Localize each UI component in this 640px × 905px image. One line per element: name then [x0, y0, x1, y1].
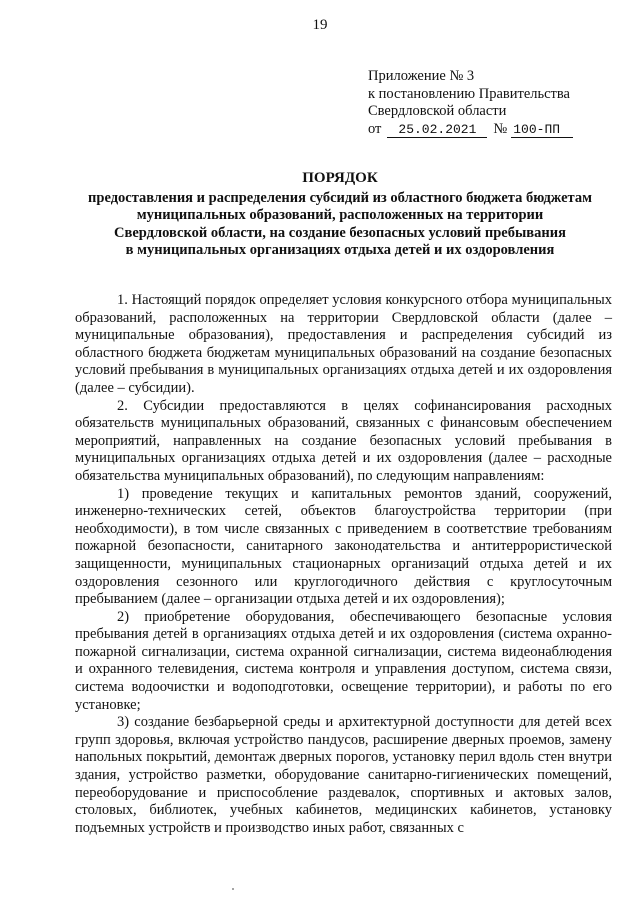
- subtitle-line: Свердловской области, на создание безопасных условий пребывания: [114, 224, 566, 241]
- subtitle-line: предоставления и распределения субсидий из областного бюджета бюджетам: [88, 189, 592, 206]
- appendix-block: [368, 68, 573, 138]
- subtitle-line: в муниципальных организациях отдыха детей и их оздоровления: [125, 242, 555, 259]
- appendix-line-2: к постановлению Правительства: [368, 85, 570, 102]
- appendix-date-line: [368, 121, 573, 139]
- paragraph-2-item-2: 2) приобретение оборудования, обеспечивающего безопасные условия пребывания детей в организациях отдыха детей и их оздоровления (система охранно-пожарной сигнализации, система охранной сигнализации, система видеонаблюдения и охранного телевидения, система контроля и управления доступом, система связи, система водоочистки и водоподготовки, освещение территории), и работы по его установке;: [75, 608, 612, 713]
- title-heading: ПОРЯДОК: [302, 170, 378, 186]
- number-label: №: [493, 120, 508, 137]
- subtitle-line: муниципальных образований, расположенных на территории: [136, 207, 544, 224]
- page-number: 19: [312, 17, 328, 33]
- document-title: [68, 170, 612, 260]
- paragraph-2-item-1: 1) проведение текущих и капитальных ремонтов зданий, сооружений, инженерно-технических сетей, объектов благоустройства территории (при необходимости), в том числе связанных с приведением в соответствие требованиям пожарной безопасности, санитарного законодательства и антитеррористической защищенности, муниципальных стационарных организаций отдыха детей и их оздоровления сезонного или круглогодичного действия с круглосуточным пребыванием (далее – организации отдыха детей и их оздоровления);: [75, 485, 612, 608]
- paragraph-1: 1. Настоящий порядок определяет условия конкурсного отбора муниципальных образований, расположенных на территории Свердловской области (далее – муниципальные образования), предоставления и распределения субсидий из областного бюджета бюджетам муниципальных образований на создание безопасных условий пребывания в муниципальных организациях отдыха детей и их оздоровления (далее – субсидии).: [75, 292, 612, 396]
- resolution-date: 25.02.2021: [387, 123, 487, 138]
- scan-dot: [232, 888, 234, 890]
- from-label: от: [368, 120, 382, 137]
- document-body: [75, 292, 612, 837]
- paragraph-2-item-3: 3) создание безбарьерной среды и архитектурной доступности для детей всех групп здоровья, включая устройство пандусов, расширение дверных проемов, замену напольных покрытий, демонтаж дверных порогов, установку перил вдоль стен внутри здания, устройство разметки, оборудование санитарно-гигиенических помещений, переоборудование и приспособление раздевалок, спортивных и актовых залов, столовых, библиотек, учебных кабинетов, медицинских кабинетов, установку подъемных устройств и производство иных работ, связанных с: [75, 714, 612, 836]
- resolution-number: 100-ПП: [511, 123, 573, 138]
- appendix-line-1: Приложение № 3: [368, 68, 475, 84]
- appendix-line-3: Свердловской области: [368, 103, 507, 119]
- paragraph-2: 2. Субсидии предоставляются в целях софинансирования расходных обязательств муниципальных образований, связанных с финансовым обеспечением мероприятий, направленных на создание безопасных условий пребывания в муниципальных организациях отдыха детей и их оздоровления (далее – расходные обязательства муниципальных образований), по следующим направлениям:: [75, 397, 612, 484]
